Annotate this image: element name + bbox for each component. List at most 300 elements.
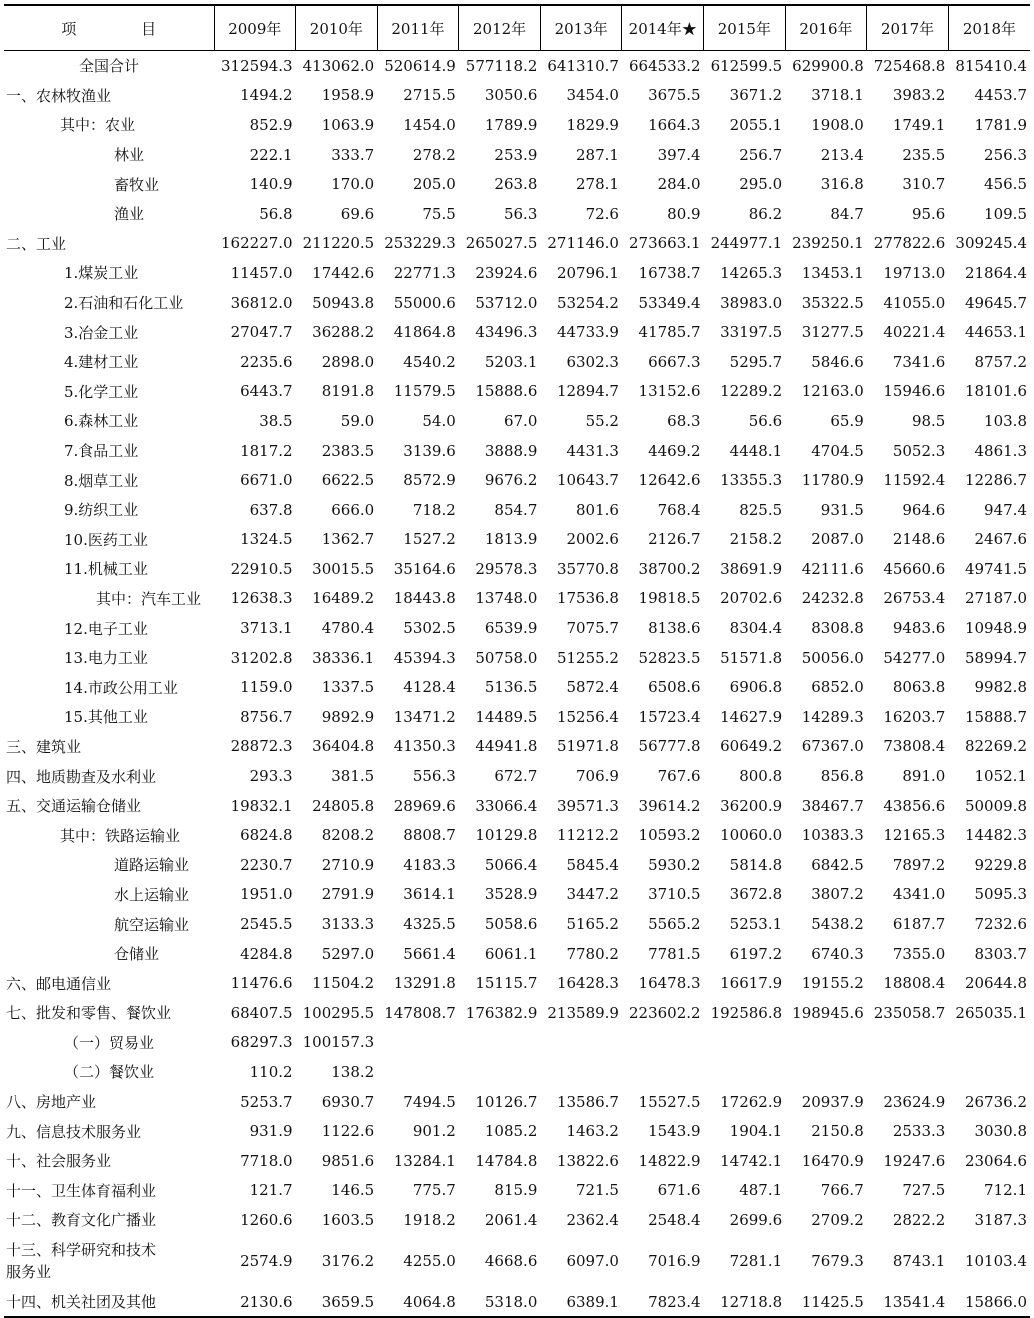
value-cell: 1260.6 — [240, 1210, 293, 1229]
table-row — [4, 347, 1030, 377]
value-cell: 17442.6 — [312, 263, 375, 282]
row-label: 15.其他工业 — [64, 708, 148, 727]
value-cell: 671.6 — [657, 1181, 701, 1200]
value-cell: 2710.9 — [321, 855, 375, 874]
value-cell: 54.0 — [422, 411, 456, 430]
value-cell: 2545.5 — [240, 915, 293, 934]
value-cell: 54277.0 — [883, 648, 946, 667]
value-cell: 3454.0 — [566, 86, 619, 105]
value-cell: 256.7 — [739, 145, 783, 164]
table-row — [4, 1116, 1030, 1146]
header-year: 2016年 — [785, 5, 867, 51]
value-cell: 140.9 — [249, 175, 293, 194]
table-row — [4, 1176, 1030, 1206]
value-cell: 52823.5 — [638, 648, 701, 667]
value-cell: 312594.3 — [221, 56, 293, 75]
table-row — [4, 169, 1030, 199]
value-cell: 8138.6 — [648, 619, 701, 638]
value-cell: 7016.9 — [648, 1251, 701, 1270]
value-cell: 38.5 — [259, 411, 293, 430]
value-cell: 13355.3 — [720, 471, 783, 490]
table-row — [4, 820, 1030, 850]
value-cell: 16203.7 — [883, 707, 946, 726]
value-cell: 15888.7 — [964, 707, 1027, 726]
value-cell: 23624.9 — [883, 1092, 946, 1111]
value-cell: 1789.9 — [484, 115, 538, 134]
value-cell: 29578.3 — [475, 559, 538, 578]
table-row — [4, 406, 1030, 436]
value-cell: 50943.8 — [312, 293, 375, 312]
value-cell: 775.7 — [412, 1181, 456, 1200]
value-cell: 60649.2 — [720, 737, 783, 756]
value-cell: 577118.2 — [465, 56, 538, 75]
value-cell: 263.8 — [494, 175, 538, 194]
value-cell: 55.2 — [585, 411, 619, 430]
value-cell: 38983.0 — [720, 293, 783, 312]
value-cell: 725468.8 — [873, 56, 946, 75]
value-cell: 28872.3 — [230, 737, 293, 756]
value-cell: 10643.7 — [556, 471, 619, 490]
value-cell — [785, 1057, 867, 1087]
value-cell: 815.9 — [494, 1181, 538, 1200]
value-cell: 5095.3 — [974, 885, 1027, 904]
value-cell: 3675.5 — [648, 86, 701, 105]
value-cell: 5058.6 — [484, 915, 538, 934]
value-cell: 1749.1 — [892, 115, 946, 134]
value-cell: 41864.8 — [393, 323, 456, 342]
value-cell: 931.5 — [820, 500, 864, 519]
value-cell: 14489.5 — [475, 707, 538, 726]
value-cell: 7781.5 — [648, 944, 701, 963]
row-label: （二）餐饮业 — [64, 1063, 155, 1082]
header-year: 2010年 — [296, 5, 378, 51]
value-cell: 223602.2 — [628, 1003, 701, 1022]
value-cell: 6197.2 — [729, 944, 783, 963]
value-cell: 284.0 — [657, 175, 701, 194]
data-table-container — [4, 4, 1030, 1318]
table-row — [4, 1287, 1030, 1318]
value-cell: 16489.2 — [312, 589, 375, 608]
value-cell: 666.0 — [331, 500, 375, 519]
value-cell: 5814.8 — [729, 855, 783, 874]
value-cell: 98.5 — [911, 411, 946, 430]
value-cell: 11212.2 — [556, 826, 619, 845]
value-cell — [867, 1028, 949, 1058]
row-label: 14.市政公用工业 — [64, 678, 178, 697]
table-row — [4, 525, 1030, 555]
value-cell: 2148.6 — [892, 530, 946, 549]
value-cell: 12286.7 — [964, 471, 1027, 490]
value-cell: 19155.2 — [801, 974, 864, 993]
value-cell: 295.0 — [739, 175, 783, 194]
value-cell: 8743.1 — [892, 1251, 946, 1270]
value-cell: 706.9 — [576, 767, 619, 786]
value-cell: 2548.4 — [648, 1210, 701, 1229]
value-cell: 265027.5 — [465, 234, 538, 253]
value-cell: 3030.8 — [974, 1122, 1027, 1141]
value-cell: 856.8 — [820, 767, 864, 786]
value-cell: 3614.1 — [403, 885, 456, 904]
value-cell: 1494.2 — [240, 86, 293, 105]
value-cell: 5661.4 — [403, 944, 456, 963]
value-cell: 3888.9 — [484, 441, 538, 460]
row-label: 道路运输业 — [114, 856, 190, 875]
value-cell: 15888.6 — [475, 382, 538, 401]
value-cell: 6740.3 — [811, 944, 864, 963]
value-cell: 3133.3 — [321, 915, 375, 934]
value-cell: 13152.6 — [638, 382, 701, 401]
value-cell: 278.1 — [576, 175, 619, 194]
value-cell: 14822.9 — [638, 1151, 701, 1170]
value-cell: 1063.9 — [321, 115, 375, 134]
value-cell: 310.7 — [902, 175, 946, 194]
value-cell: 931.9 — [249, 1122, 293, 1141]
value-cell: 9892.9 — [321, 707, 375, 726]
value-cell: 72.6 — [585, 204, 619, 223]
value-cell: 2715.5 — [403, 86, 456, 105]
value-cell: 110.2 — [249, 1062, 293, 1081]
value-cell: 38467.7 — [801, 796, 864, 815]
table-row — [4, 791, 1030, 821]
row-label: 水上运输业 — [114, 885, 190, 904]
value-cell: 5253.7 — [240, 1092, 293, 1111]
value-cell: 18101.6 — [964, 382, 1027, 401]
value-cell — [785, 1028, 867, 1058]
table-row — [4, 554, 1030, 584]
value-cell: 15723.4 — [638, 707, 701, 726]
value-cell: 6097.0 — [566, 1251, 619, 1270]
value-cell: 103.8 — [984, 411, 1027, 430]
value-cell: 1159.0 — [240, 678, 293, 697]
value-cell: 3139.6 — [403, 441, 456, 460]
value-cell: 1603.5 — [321, 1210, 375, 1229]
value-cell: 1904.1 — [729, 1122, 783, 1141]
value-cell: 16617.9 — [720, 974, 783, 993]
value-cell: 121.7 — [249, 1181, 293, 1200]
value-cell: 4448.1 — [729, 441, 783, 460]
value-cell: 6824.8 — [240, 826, 293, 845]
value-cell: 44733.9 — [556, 323, 619, 342]
value-cell: 192586.8 — [710, 1003, 783, 1022]
value-cell: 278.2 — [412, 145, 456, 164]
value-cell: 68297.3 — [230, 1033, 293, 1052]
value-cell: 17536.8 — [556, 589, 619, 608]
value-cell: 15866.0 — [948, 1287, 1030, 1318]
table-row — [4, 732, 1030, 762]
table-row — [4, 998, 1030, 1028]
value-cell: 629900.8 — [792, 56, 864, 75]
value-cell: 7355.0 — [892, 944, 946, 963]
row-label: 一、农林牧渔业 — [6, 86, 112, 105]
table-row — [4, 613, 1030, 643]
value-cell: 51571.8 — [720, 648, 783, 667]
value-cell: 235.5 — [902, 145, 946, 164]
value-cell: 10126.7 — [475, 1092, 538, 1111]
header-year: 2015年 — [704, 5, 786, 51]
value-cell — [704, 1057, 786, 1087]
table-row — [4, 436, 1030, 466]
table-row — [4, 317, 1030, 347]
value-cell: 3447.2 — [566, 885, 619, 904]
header-year: 2013年 — [540, 5, 622, 51]
table-row — [4, 968, 1030, 998]
value-cell: 36812.0 — [230, 293, 293, 312]
value-cell: 100295.5 — [302, 1003, 375, 1022]
value-cell: 8808.7 — [403, 826, 456, 845]
value-cell — [540, 1057, 622, 1087]
table-row — [4, 288, 1030, 318]
value-cell — [948, 1028, 1030, 1058]
value-cell: 8304.4 — [729, 619, 783, 638]
row-label: 仓储业 — [114, 945, 160, 964]
value-cell: 6443.7 — [240, 382, 293, 401]
row-label: 1.煤炭工业 — [64, 264, 139, 283]
value-cell: 12638.3 — [230, 589, 293, 608]
value-cell: 8191.8 — [321, 382, 375, 401]
value-cell: 4341.0 — [892, 885, 946, 904]
value-cell: 28969.6 — [393, 796, 456, 815]
row-label: 6.森林工业 — [64, 412, 139, 431]
value-cell: 19818.5 — [638, 589, 701, 608]
value-cell: 49645.7 — [964, 293, 1027, 312]
value-cell: 15256.4 — [556, 707, 619, 726]
row-label: 九、信息技术服务业 — [6, 1122, 142, 1141]
value-cell: 825.5 — [739, 500, 783, 519]
value-cell: 1813.9 — [484, 530, 538, 549]
value-cell: 768.4 — [657, 500, 701, 519]
value-cell: 6906.8 — [729, 678, 783, 697]
value-cell: 2791.9 — [321, 885, 375, 904]
value-cell: 13291.8 — [393, 974, 456, 993]
value-cell: 239250.1 — [792, 234, 864, 253]
value-cell: 24232.8 — [801, 589, 864, 608]
table-row — [4, 258, 1030, 288]
table-row — [4, 81, 1030, 111]
value-cell: 381.5 — [331, 767, 375, 786]
value-cell: 20937.9 — [801, 1092, 864, 1111]
value-cell: 33197.5 — [720, 323, 783, 342]
value-cell: 6187.7 — [892, 915, 946, 934]
value-cell: 2709.2 — [811, 1210, 864, 1229]
value-cell: 413062.0 — [302, 56, 375, 75]
value-cell: 4284.8 — [240, 944, 293, 963]
value-cell: 1951.0 — [240, 885, 293, 904]
value-cell: 2533.3 — [892, 1122, 946, 1141]
value-cell: 456.5 — [984, 175, 1027, 194]
value-cell: 22771.3 — [393, 263, 456, 282]
value-cell: 333.7 — [331, 145, 375, 164]
value-cell — [948, 1057, 1030, 1087]
table-row — [4, 880, 1030, 910]
table-row — [4, 199, 1030, 229]
value-cell: 309245.4 — [955, 234, 1027, 253]
value-cell: 6852.0 — [811, 678, 864, 697]
value-cell: 211220.5 — [302, 234, 375, 253]
value-cell: 5845.4 — [566, 855, 619, 874]
value-cell: 11592.4 — [883, 471, 946, 490]
value-cell: 4183.3 — [403, 855, 456, 874]
value-cell: 17262.9 — [720, 1092, 783, 1111]
value-cell: 16738.7 — [638, 263, 701, 282]
row-label: 十一、卫生体育福利业 — [6, 1181, 157, 1200]
value-cell: 59.0 — [340, 411, 375, 430]
value-cell: 14265.3 — [720, 263, 783, 282]
value-cell: 39614.2 — [638, 796, 701, 815]
value-cell: 7494.5 — [403, 1092, 456, 1111]
value-cell: 7281.1 — [729, 1251, 783, 1270]
value-cell: 2235.6 — [240, 352, 293, 371]
value-cell: 12289.2 — [720, 382, 783, 401]
value-cell: 4540.2 — [403, 352, 456, 371]
value-cell: 12165.3 — [883, 826, 946, 845]
value-cell: 2467.6 — [974, 530, 1027, 549]
value-cell: 556.3 — [412, 767, 456, 786]
value-cell: 23064.6 — [964, 1151, 1027, 1170]
row-label: 3.冶金工业 — [64, 323, 139, 342]
value-cell: 5302.5 — [403, 619, 456, 638]
value-cell: 277822.6 — [873, 234, 946, 253]
value-cell: 23924.6 — [475, 263, 538, 282]
value-cell: 721.5 — [576, 1181, 619, 1200]
value-cell: 271146.0 — [547, 234, 619, 253]
table-row — [4, 672, 1030, 702]
value-cell: 45660.6 — [883, 559, 946, 578]
header-year: 2009年 — [214, 5, 296, 51]
table-row — [4, 1205, 1030, 1235]
value-cell: 612599.5 — [710, 56, 783, 75]
value-cell: 31277.5 — [801, 323, 864, 342]
value-cell: 2383.5 — [321, 441, 375, 460]
table-row — [4, 110, 1030, 140]
value-cell: 2087.0 — [811, 530, 864, 549]
row-label: 渔业 — [114, 205, 145, 224]
value-cell: 36404.8 — [312, 737, 375, 756]
value-cell: 13822.6 — [556, 1151, 619, 1170]
value-cell: 6622.5 — [321, 471, 375, 490]
value-cell: 1781.9 — [974, 115, 1027, 134]
row-label: 其中：汽车工业 — [96, 589, 202, 608]
value-cell: 27187.0 — [964, 589, 1027, 608]
header-item — [4, 5, 214, 51]
value-cell: 21864.4 — [964, 263, 1027, 282]
value-cell: 265035.1 — [955, 1003, 1027, 1022]
value-cell: 82269.2 — [964, 737, 1027, 756]
value-cell: 3671.2 — [729, 86, 783, 105]
value-cell: 42111.6 — [801, 559, 864, 578]
value-cell: 2699.6 — [729, 1210, 783, 1229]
value-cell: 31202.8 — [230, 648, 293, 667]
value-cell: 273663.1 — [628, 234, 701, 253]
value-cell: 1337.5 — [321, 678, 375, 697]
value-cell: 10129.8 — [475, 826, 538, 845]
row-label: 五、交通运输仓储业 — [6, 797, 142, 816]
value-cell: 68.3 — [667, 411, 701, 430]
value-cell: 56777.8 — [638, 737, 701, 756]
value-cell: 1527.2 — [403, 530, 456, 549]
value-cell: 5318.0 — [459, 1287, 541, 1318]
row-label: 八、房地产业 — [6, 1093, 97, 1112]
value-cell: 20702.6 — [720, 589, 783, 608]
value-cell: 65.9 — [830, 411, 864, 430]
value-cell: 672.7 — [494, 767, 538, 786]
value-cell: 38700.2 — [638, 559, 701, 578]
value-cell — [622, 1057, 704, 1087]
value-cell: 8756.7 — [240, 707, 293, 726]
row-label: 13.电力工业 — [64, 649, 148, 668]
value-cell: 7718.0 — [240, 1151, 293, 1170]
value-cell: 40221.4 — [883, 323, 946, 342]
value-cell: 3659.5 — [296, 1287, 378, 1318]
value-cell: 22910.5 — [230, 559, 293, 578]
value-cell: 41350.3 — [393, 737, 456, 756]
value-cell: 8208.2 — [321, 826, 375, 845]
value-cell: 8303.7 — [974, 944, 1027, 963]
value-cell: 316.8 — [820, 175, 864, 194]
value-cell: 58994.7 — [964, 648, 1027, 667]
value-cell: 5565.2 — [648, 915, 701, 934]
value-cell — [377, 1057, 459, 1087]
value-cell: 3713.1 — [240, 619, 293, 638]
value-cell: 7897.2 — [892, 855, 946, 874]
row-label: 其中：农业 — [60, 116, 136, 135]
value-cell: 2822.2 — [892, 1210, 946, 1229]
value-cell: 256.3 — [984, 145, 1027, 164]
value-cell: 4780.4 — [321, 619, 375, 638]
value-cell: 56.3 — [503, 204, 538, 223]
table-row — [4, 377, 1030, 407]
value-cell: 4255.0 — [403, 1251, 456, 1270]
value-cell: 9982.8 — [974, 678, 1027, 697]
value-cell: 637.8 — [249, 500, 293, 519]
table-row — [4, 465, 1030, 495]
value-cell: 2002.6 — [566, 530, 619, 549]
value-cell: 3050.6 — [484, 86, 538, 105]
table-row — [4, 495, 1030, 525]
value-cell: 2126.7 — [648, 530, 701, 549]
value-cell: 4453.7 — [974, 86, 1027, 105]
value-cell: 4325.5 — [403, 915, 456, 934]
table-header — [4, 5, 1030, 51]
value-cell: 4128.4 — [403, 678, 456, 697]
value-cell: 26753.4 — [883, 589, 946, 608]
value-cell: 11425.5 — [785, 1287, 867, 1318]
row-label: 十、社会服务业 — [6, 1152, 112, 1171]
table-row — [4, 702, 1030, 732]
value-cell: 854.7 — [494, 500, 538, 519]
value-cell: 7780.2 — [566, 944, 619, 963]
value-cell: 73808.4 — [883, 737, 946, 756]
table-row — [4, 140, 1030, 170]
header-item-label: 项 目 — [61, 19, 187, 38]
value-cell: 2898.0 — [321, 352, 375, 371]
value-cell: 84.7 — [830, 204, 864, 223]
value-cell: 2230.7 — [240, 855, 293, 874]
value-cell: 43856.6 — [883, 796, 946, 815]
row-label: 8.烟草工业 — [64, 471, 139, 490]
value-cell: 1324.5 — [240, 530, 293, 549]
value-cell: 19832.1 — [230, 796, 293, 815]
value-cell: 222.1 — [249, 145, 293, 164]
value-cell: 11504.2 — [312, 974, 375, 993]
value-cell: 19247.6 — [883, 1151, 946, 1170]
value-cell: 14289.3 — [801, 707, 864, 726]
value-cell: 20644.8 — [964, 974, 1027, 993]
value-cell: 213.4 — [820, 145, 864, 164]
value-cell: 520614.9 — [384, 56, 456, 75]
value-cell: 901.2 — [412, 1122, 456, 1141]
value-cell: 35770.8 — [556, 559, 619, 578]
header-year: 2014年★ — [622, 5, 704, 51]
